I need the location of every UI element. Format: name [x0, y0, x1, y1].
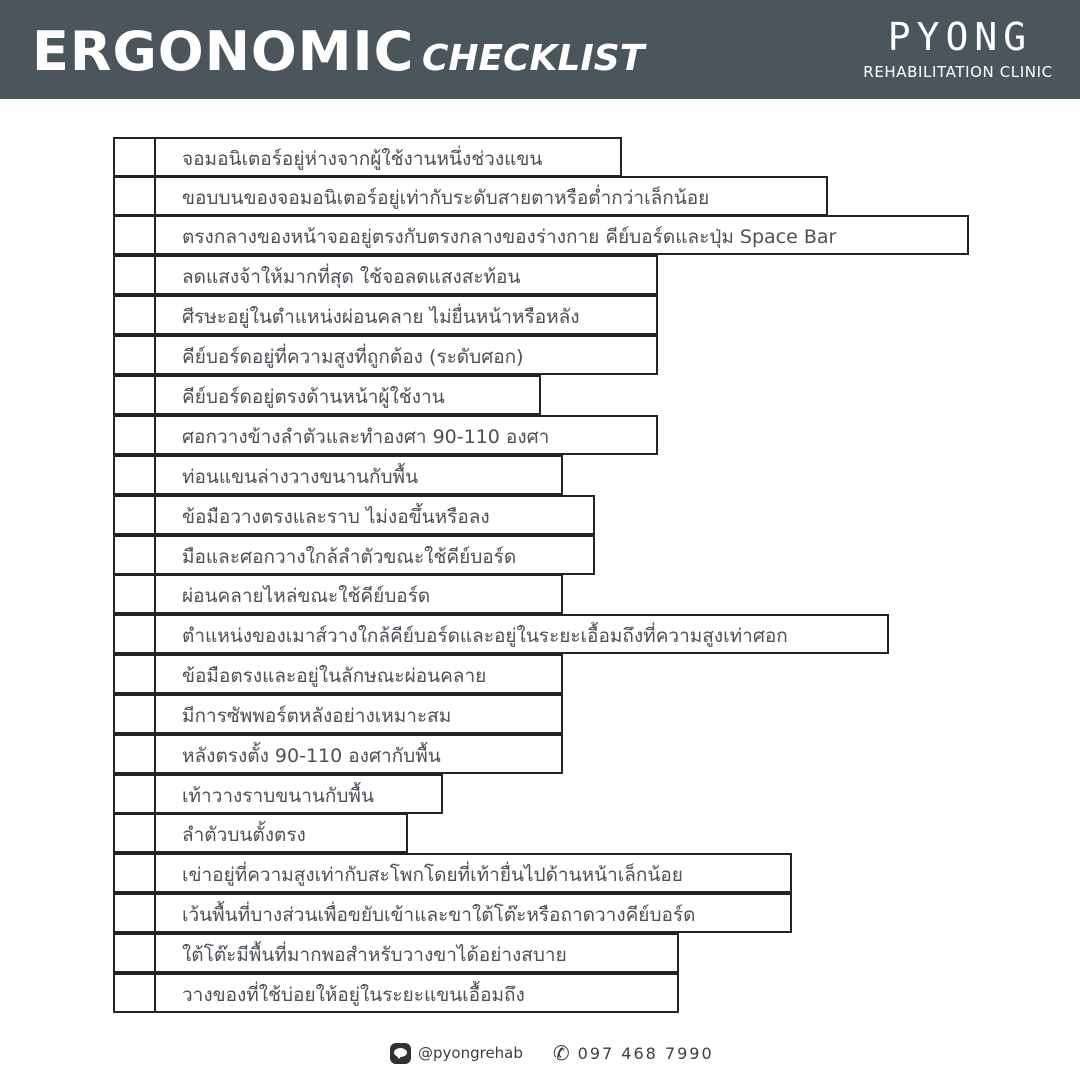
checkbox[interactable] [113, 215, 156, 255]
checklist-row [113, 574, 563, 614]
checklist-item-text: ลดแสงจ้าให้มากที่สุด ใช้จอลดแสงสะท้อน [156, 255, 658, 295]
checklist-item-text: ท่อนแขนล่างวางขนานกับพื้น [156, 455, 563, 495]
checklist-row [113, 774, 443, 814]
checkbox[interactable] [113, 335, 156, 375]
checkbox[interactable] [113, 893, 156, 933]
checklist-row [113, 973, 679, 1013]
checklist-item-text: ศอกวางข้างลำตัวและทำองศา 90-110 องศา [156, 415, 658, 455]
checkbox[interactable] [113, 176, 156, 216]
checklist-row [113, 734, 563, 774]
checkbox[interactable] [113, 415, 156, 455]
checklist-item-text: ผ่อนคลายไหล่ขณะใช้คีย์บอร์ด [156, 574, 563, 614]
checklist-item-text: ใต้โต๊ะมีพื้นที่มากพอสำหรับวางขาได้อย่างสบาย [156, 933, 679, 973]
checkbox[interactable] [113, 774, 156, 814]
checklist-item-text: ลำตัวบนตั้งตรง [156, 813, 408, 853]
brand-logo-name: PYONG [887, 15, 1033, 59]
checklist-item-text: คีย์บอร์ดอยู่ที่ความสูงที่ถูกต้อง (ระดับศอก) [156, 335, 658, 375]
checklist-row [113, 614, 889, 654]
checklist-item-text: มือและศอกวางใกล้ลำตัวขณะใช้คีย์บอร์ด [156, 535, 595, 575]
checklist-row [113, 495, 595, 535]
checklist-item-text: ศีรษะอยู่ในตำแหน่งผ่อนคลาย ไม่ยื่นหน้าหรือหลัง [156, 295, 658, 335]
checklist-row [113, 853, 792, 893]
checklist-row [113, 335, 658, 375]
checklist-item-text: หลังตรงตั้ง 90-110 องศากับพื้น [156, 734, 563, 774]
header-banner [0, 0, 1080, 99]
checkbox[interactable] [113, 933, 156, 973]
checklist-item-text: มีการซัพพอร์ตหลังอย่างเหมาะสม [156, 694, 563, 734]
checkbox[interactable] [113, 614, 156, 654]
checklist-item-text: ข้อมือวางตรงและราบ ไม่งอขึ้นหรือลง [156, 495, 595, 535]
checklist-item-text: ข้อมือตรงและอยู่ในลักษณะผ่อนคลาย [156, 654, 563, 694]
contact-footer [390, 1040, 714, 1066]
checkbox[interactable] [113, 654, 156, 694]
checklist-row [113, 813, 408, 853]
checklist-item-text: คีย์บอร์ดอยู่ตรงด้านหน้าผู้ใช้งาน [156, 375, 541, 415]
checkbox[interactable] [113, 694, 156, 734]
line-chat-icon [390, 1043, 411, 1064]
page-subtitle: CHECKLIST [422, 38, 645, 79]
checklist-row [113, 933, 679, 973]
checklist-row [113, 375, 541, 415]
checkbox[interactable] [113, 137, 156, 177]
checklist-item-text: วางของที่ใช้บ่อยให้อยู่ในระยะแขนเอื้อมถึง [156, 973, 679, 1013]
checklist-item-text: ขอบบนของจอมอนิเตอร์อยู่เท่ากับระดับสายตาหรือต่ำกว่าเล็กน้อย [156, 176, 828, 216]
checklist-row [113, 137, 622, 177]
checklist-row [113, 176, 828, 216]
checklist-row [113, 415, 658, 455]
page-title: ERGONOMIC [32, 20, 415, 83]
checklist [113, 137, 983, 1013]
checklist-row [113, 215, 969, 255]
checklist-item-text: ตำแหน่งของเมาส์วางใกล้คีย์บอร์ดและอยู่ในระยะเอื้อมถึงที่ความสูงเท่าศอก [156, 614, 889, 654]
checklist-row [113, 654, 563, 694]
checkbox[interactable] [113, 574, 156, 614]
checkbox[interactable] [113, 255, 156, 295]
checkbox[interactable] [113, 375, 156, 415]
checklist-item-text: ตรงกลางของหน้าจออยู่ตรงกับตรงกลางของร่างกาย คีย์บอร์ดและปุ่ม Space Bar [156, 215, 969, 255]
checkbox[interactable] [113, 734, 156, 774]
checklist-item-text: จอมอนิเตอร์อยู่ห่างจากผู้ใช้งานหนึ่งช่วงแขน [156, 137, 622, 177]
checklist-row [113, 455, 563, 495]
social-handle[interactable]: @pyongrehab [418, 1044, 523, 1062]
checkbox[interactable] [113, 535, 156, 575]
checklist-row [113, 255, 658, 295]
phone-icon: ✆ [552, 1041, 570, 1065]
checklist-item-text: เว้นพื้นที่บางส่วนเพื่อขยับเข้าและขาใต้โต๊ะหรือถาดวางคีย์บอร์ด [156, 893, 792, 933]
checkbox[interactable] [113, 295, 156, 335]
checklist-row [113, 535, 595, 575]
checkbox[interactable] [113, 973, 156, 1013]
checklist-row [113, 694, 563, 734]
brand-logo-subtitle: REHABILITATION CLINIC [863, 63, 1053, 81]
checkbox[interactable] [113, 813, 156, 853]
checkbox[interactable] [113, 495, 156, 535]
checklist-row [113, 893, 792, 933]
checklist-item-text: เข่าอยู่ที่ความสูงเท่ากับสะโพกโดยที่เท้ายื่นไปด้านหน้าเล็กน้อย [156, 853, 792, 893]
phone-number[interactable]: 097 468 7990 [577, 1043, 714, 1063]
checkbox[interactable] [113, 455, 156, 495]
checklist-item-text: เท้าวางราบขนานกับพื้น [156, 774, 443, 814]
checkbox[interactable] [113, 853, 156, 893]
checklist-row [113, 295, 658, 335]
